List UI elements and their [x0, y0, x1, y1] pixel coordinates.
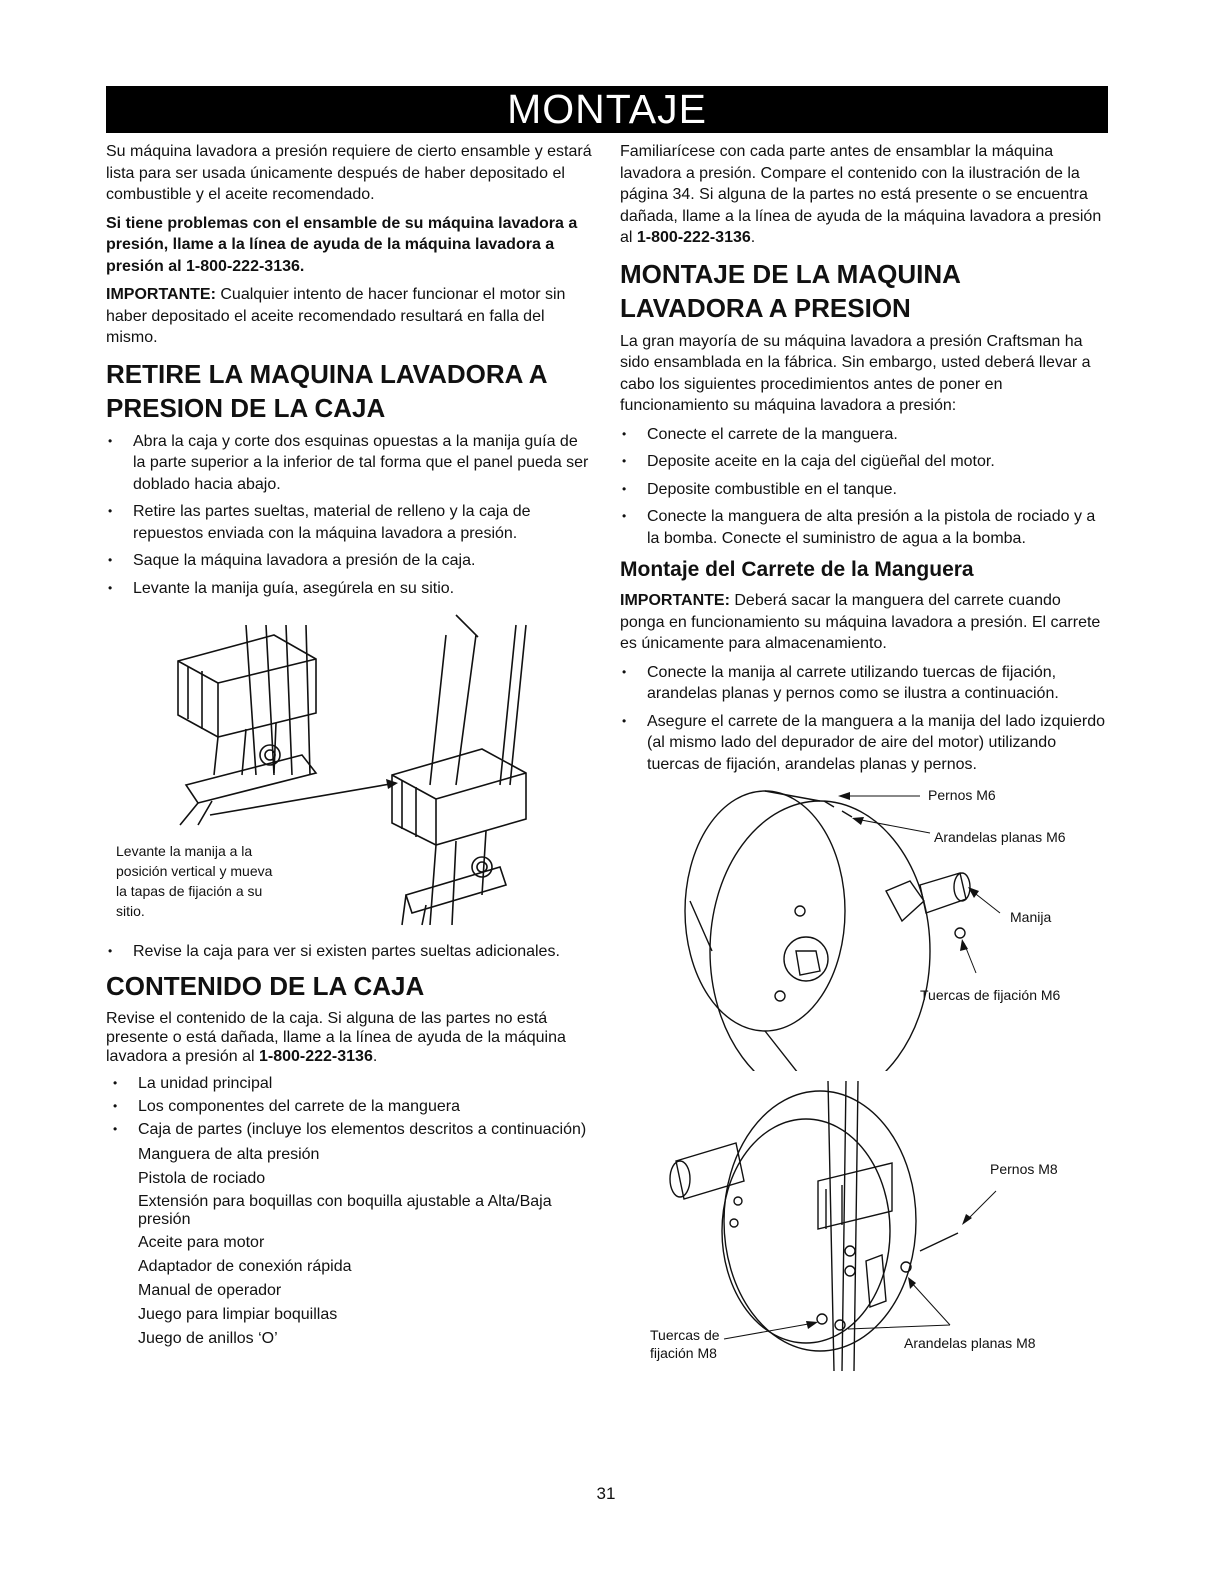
familiarize-body: Familiarícese con cada parte antes de ensamblar la máquina lavadora a presión. Compare el contenido con la ilustración de la página 34. Si alguna de la partes no está presente o se encuentra dañada, llame a la línea de ayuda de la máquina lavadora a presión al — [620, 143, 1102, 246]
list-item: • Deposite aceite en la caja del cigüeñal del motor. — [620, 451, 1108, 473]
list-item: Manual de operador — [138, 1281, 282, 1299]
list-item: • Abra la caja y corte dos esquinas opuestas a la manija guía de la parte superior a la inferior de tal forma que el panel pueda ser doblado hacia abajo. — [106, 431, 594, 496]
reel-important-text: Deberá sacar la manguera del carrete cuando ponga en funcionamiento su máquina lavadora a presión. El carrete es únicamente para almacenamiento. — [620, 592, 1101, 652]
reel-heading: Montaje del Carrete de la Manguera — [620, 558, 974, 581]
list-item: Pistola de rociado — [138, 1169, 266, 1187]
remove-heading: RETIRE LA MAQUINA LAVADORA A PRESION DE LA CAJA — [106, 358, 547, 423]
remove-steps — [106, 431, 594, 600]
list-item: • Saque la máquina lavadora a presión de la caja. — [106, 550, 594, 572]
check-steps — [106, 941, 594, 963]
reel-figure-2 — [620, 1071, 1108, 1371]
contents-intro-end: . — [372, 1047, 378, 1065]
contents-phone: 1-800-222-3136 — [258, 1047, 373, 1065]
list-item: Juego de anillos ‘O’ — [138, 1329, 278, 1347]
important-label: IMPORTANTE: — [106, 286, 216, 303]
familiarize-phone: 1-800-222-3136 — [636, 229, 751, 246]
handle-figure — [106, 605, 594, 941]
reel-figure-1 — [620, 781, 1108, 1071]
figure-caption: Levante la manija a la posición vertical y mueva la tapas de fijación a su sitio. — [116, 843, 273, 919]
page-number: 31 — [596, 1484, 616, 1503]
contents-intro-text: Revise el contenido de la caja. Si alguna de las partes no está presente o está dañada, llame a la línea de ayuda de la máquina lavadora a presión al — [106, 1009, 566, 1065]
list-item: • Los componentes del carrete de la manguera — [111, 1096, 594, 1118]
list-item: Adaptador de conexión rápida — [138, 1257, 352, 1275]
help-note: Si tiene problemas con el ensamble de su máquina lavadora a presión, llame a la línea de ayuda de la máquina lavadora a presión al 1-800-222-3136. — [106, 214, 578, 275]
list-item: • La unidad principal — [111, 1073, 594, 1095]
list-item: • Caja de partes (incluye los elementos descritos a continuación) — [111, 1120, 594, 1139]
label-nuts-m8-line2: fijación M8 — [650, 1345, 717, 1361]
assembly-steps — [620, 424, 1108, 550]
right-column — [620, 141, 1108, 1371]
list-item: • Retire las partes sueltas, material de relleno y la caja de repuestos enviada con la máquina lavadora a presión. — [106, 501, 594, 544]
label-nuts-m6: Tuercas de fijación M6 — [920, 987, 1061, 1003]
label-bolts-m6: Pernos M6 — [928, 787, 996, 803]
reel-important — [620, 590, 1108, 655]
list-item: • Revise la caja para ver si existen partes sueltas adicionales. — [106, 941, 594, 963]
label-washers-m8: Arandelas planas M8 — [904, 1335, 1036, 1351]
important-note — [106, 284, 594, 349]
contents-heading: CONTENIDO DE LA CAJA — [106, 970, 425, 1001]
reel-important-label: IMPORTANTE: — [620, 592, 730, 609]
left-column — [106, 141, 594, 1353]
label-handle: Manija — [1010, 909, 1052, 925]
assembly-heading: MONTAJE DE LA MAQUINA LAVADORA A PRESION — [620, 258, 960, 323]
important-text: Cualquier intento de hacer funcionar el motor sin haber depositado el aceite recomendado resultará en falla del mismo. — [106, 286, 566, 346]
list-item: • Deposite combustible en el tanque. — [620, 479, 1108, 501]
label-bolts-m8: Pernos M8 — [990, 1161, 1058, 1177]
list-item: • Conecte la manguera de alta presión a la pistola de rociado y a la bomba. Conecte el suministro de agua a la bomba. — [620, 506, 1108, 549]
list-item: Aceite para motor — [138, 1233, 265, 1251]
list-item: • Conecte el carrete de la manguera. — [620, 424, 1108, 446]
reel-steps — [620, 662, 1108, 776]
intro-text: Su máquina lavadora a presión requiere de cierto ensamble y estará lista para ser usada únicamente después de haber depositado el combustible y el aceite recomendado. — [106, 143, 592, 203]
list-item: • Asegure el carrete de la manguera a la manija del lado izquierdo (al mismo lado del depurador de aire del motor) utilizando tuercas de fijación, arandelas planas y pernos. — [620, 711, 1108, 776]
assembly-intro: La gran mayoría de su máquina lavadora a presión Craftsman ha sido ensamblada en la fábrica. Sin embargo, usted deberá llevar a cabo los siguientes procedimientos antes de poner en funcionamiento su máquina lavadora a presión: — [620, 332, 1091, 414]
list-item: Extensión para boquillas con boquilla ajustable a Alta/Baja presión — [138, 1192, 552, 1228]
contents-intro — [106, 1009, 594, 1066]
label-washers-m6: Arandelas planas M6 — [934, 829, 1066, 845]
section-banner: MONTAJE — [106, 86, 1108, 133]
parts-box-list — [106, 1145, 594, 1349]
list-item: • Conecte la manija al carrete utilizando tuercas de fijación, arandelas planas y pernos como se ilustra a continuación. — [620, 662, 1108, 705]
label-nuts-m8-line1: Tuercas de — [650, 1327, 720, 1343]
contents-list — [111, 1073, 594, 1139]
list-item: • Levante la manija guía, asegúrela en su sitio. — [106, 578, 594, 600]
list-item: Manguera de alta presión — [138, 1145, 320, 1163]
familiarize-end: . — [750, 229, 756, 246]
familiarize-text — [620, 141, 1108, 249]
list-item: Juego para limpiar boquillas — [138, 1305, 338, 1323]
